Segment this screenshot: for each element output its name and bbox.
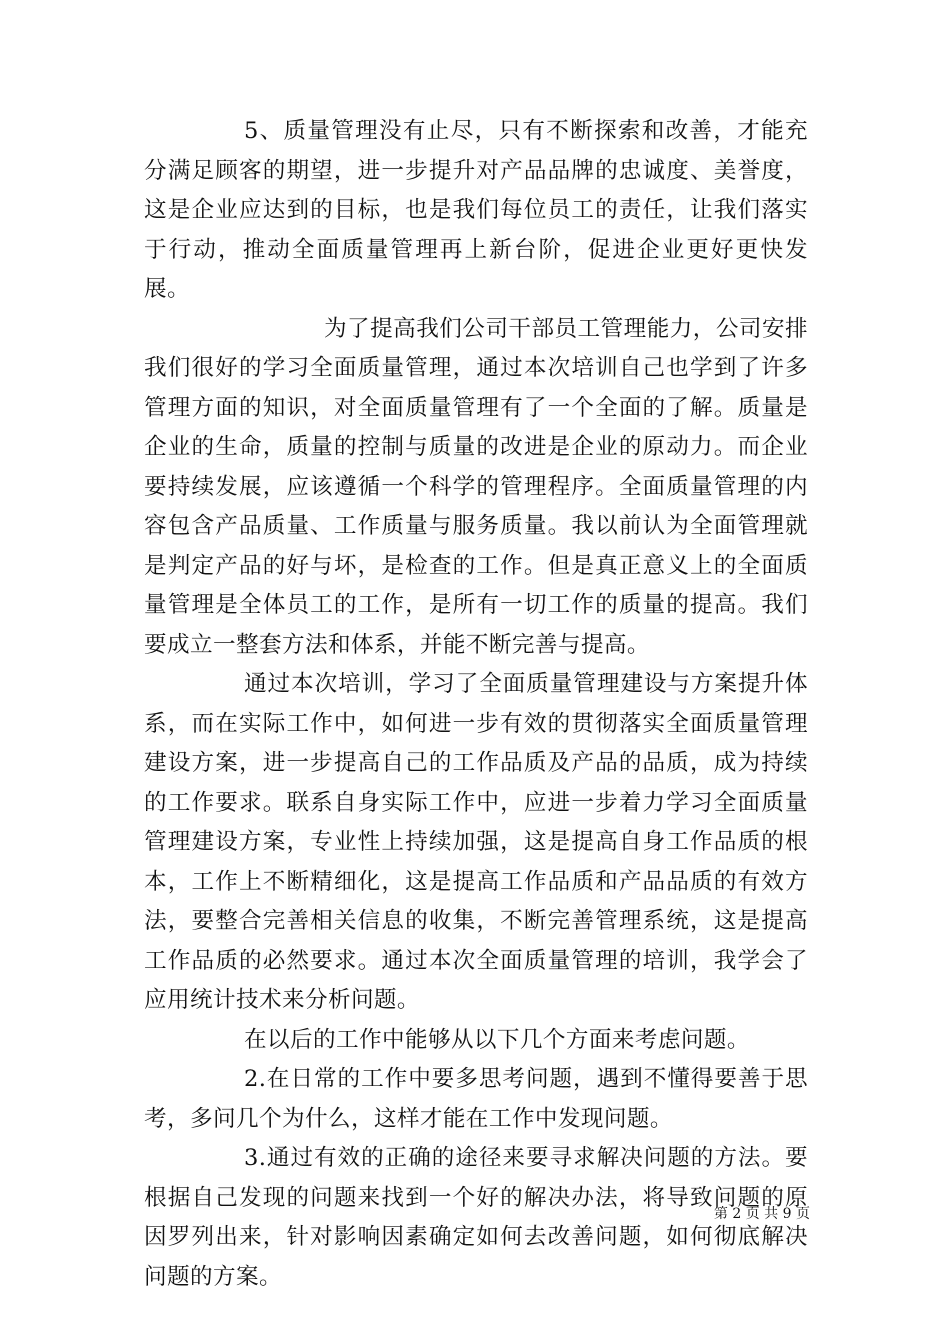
paragraph-2: 为了提高我们公司干部员工管理能力，公司安排我们很好的学习全面质量管理，通过本次培训自己也学到了许多管理方面的知识，对全面质量管理有了一个全面的了解。质量是企业的生命，质量的控制与质量的改进是企业的原动力。而企业要持续发展，应该遵循一个科学的管理程序。全面质量管理的内容包含产品质量、工作质量与服务质量。我以前认为全面管理就是判定产品的好与坏，是检查的工作。但是真正意义上的全面质量管理是全体员工的工作，是所有一切工作的质量的提高。我们要成立一整套方法和体系，并能不断完善与提高。 bbox=[144, 315, 808, 658]
paragraph-4: 在以后的工作中能够从以下几个方面来考虑问题。 bbox=[244, 1026, 750, 1053]
document-body bbox=[144, 112, 808, 1297]
paragraph-5: 2.在日常的工作中要多思考问题，遇到不懂得要善于思考，多问几个为什么，这样才能在工作中发现问题。 bbox=[144, 1066, 808, 1132]
paragraph-3: 通过本次培训，学习了全面质量管理建设与方案提升体系，而在实际工作中，如何进一步有效的贯彻落实全面质量管理建设方案，进一步提高自己的工作品质及产品的品质，成为持续的工作要求。联系自身实际工作中，应进一步着力学习全面质量管理建设方案，专业性上持续加强，这是提高自身工作品质的根本，工作上不断精细化，这是提高工作品质和产品品质的有效方法，要整合完善相关信息的收集，不断完善管理系统，这是提高工作品质的必然要求。通过本次全面质量管理的培训，我学会了应用统计技术来分析问题。 bbox=[144, 671, 808, 1013]
page-number-footer: 第 2 页 共 9 页 bbox=[713, 1206, 810, 1222]
paragraph-1: 5、质量管理没有止尽，只有不断探索和改善，才能充分满足顾客的期望，进一步提升对产品品牌的忠诚度、美誉度，这是企业应达到的目标，也是我们每位员工的责任，让我们落实于行动，推动全面质量管理再上新台阶，促进企业更好更快发展。 bbox=[144, 118, 808, 302]
paragraph-6: 3.通过有效的正确的途径来要寻求解决问题的方法。要根据自己发现的问题来找到一个好的解决办法，将导致问题的原因罗列出来，针对影响因素确定如何去改善问题，如何彻底解决问题的方案。 bbox=[144, 1145, 808, 1290]
